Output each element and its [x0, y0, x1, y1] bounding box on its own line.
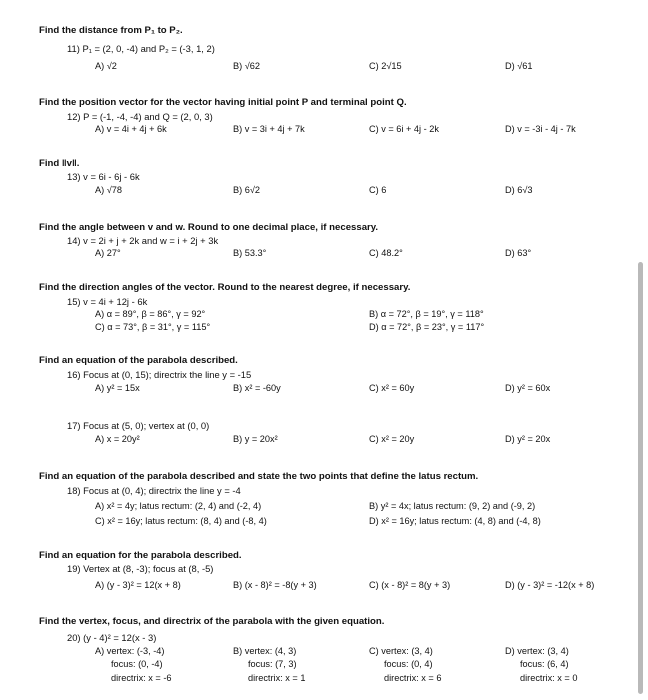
- question-11: 11) P₁ = (2, 0, -4) and P₂ = (-3, 1, 2): [67, 43, 215, 54]
- option-d: D) 63°: [505, 248, 532, 258]
- question-12: 12) P = (-1, -4, -4) and Q = (2, 0, 3): [67, 111, 213, 122]
- option-b: B) y² = 4x; latus rectum: (9, 2) and (-9, 2): [369, 501, 536, 511]
- option-a: A) 27°: [95, 248, 121, 258]
- option-b-directrix: directrix: x = 1: [248, 673, 306, 683]
- option-a-vertex: A) vertex: (-3, -4): [95, 646, 165, 656]
- option-b: B) 6√2: [233, 185, 261, 195]
- option-a: A) x² = 4y; latus rectum: (2, 4) and (-2, 4): [95, 501, 262, 511]
- option-c: C) α = 73°, β = 31°, γ = 115°: [95, 322, 211, 332]
- option-b: B) α = 72°, β = 19°, γ = 118°: [369, 309, 484, 319]
- option-b-vertex: B) vertex: (4, 3): [233, 646, 297, 656]
- option-c: C) x² = 16y; latus rectum: (8, 4) and (-8, 4): [95, 516, 267, 526]
- option-a: A) y² = 15x: [95, 383, 140, 393]
- section-header: Find ‖v‖.: [39, 158, 80, 169]
- option-a: A) √78: [95, 185, 123, 195]
- option-a-focus: focus: (0, -4): [111, 659, 163, 669]
- option-d: D) √61: [505, 61, 533, 71]
- scrollbar-thumb[interactable]: [638, 262, 643, 694]
- option-d: D) (y - 3)² = -12(x + 8): [505, 580, 595, 590]
- question-17: 17) Focus at (5, 0); vertex at (0, 0): [67, 420, 210, 431]
- option-a: A) (y - 3)² = 12(x + 8): [95, 580, 181, 590]
- option-d: D) α = 72°, β = 23°, γ = 117°: [369, 322, 485, 332]
- option-c: C) x² = 60y: [369, 383, 415, 393]
- option-c-directrix: directrix: x = 6: [384, 673, 442, 683]
- option-d-directrix: directrix: x = 0: [520, 673, 578, 683]
- section-header: Find the direction angles of the vector. Round to the nearest degree, if necessary.: [39, 282, 411, 293]
- option-b: B) 53.3°: [233, 248, 267, 258]
- option-d-vertex: D) vertex: (3, 4): [505, 646, 569, 656]
- question-15: 15) v = 4i + 12j - 6k: [67, 296, 148, 307]
- section-header: Find the angle between v and w. Round to one decimal place, if necessary.: [39, 222, 379, 233]
- section-header: Find the vertex, focus, and directrix of the parabola with the given equation.: [39, 616, 385, 627]
- option-a: A) α = 89°, β = 86°, γ = 92°: [95, 309, 206, 319]
- option-d: D) v = -3i - 4j - 7k: [505, 124, 576, 134]
- option-c: C) (x - 8)² = 8(y + 3): [369, 580, 451, 590]
- section-header: Find an equation for the parabola described.: [39, 550, 242, 561]
- option-c: C) 2√15: [369, 61, 402, 71]
- option-c: C) x² = 20y: [369, 434, 415, 444]
- option-d-focus: focus: (6, 4): [520, 659, 569, 669]
- option-c-vertex: C) vertex: (3, 4): [369, 646, 433, 656]
- question-19: 19) Vertex at (8, -3); focus at (8, -5): [67, 563, 214, 574]
- section-header: Find an equation of the parabola described and state the two points that define the latus rectum.: [39, 471, 479, 482]
- question-20: 20) (y - 4)² = 12(x - 3): [67, 632, 157, 643]
- option-c: C) v = 6i + 4j - 2k: [369, 124, 439, 134]
- question-16: 16) Focus at (0, 15); directrix the line y = -15: [67, 369, 252, 380]
- option-b: B) (x - 8)² = -8(y + 3): [233, 580, 317, 590]
- option-c-focus: focus: (0, 4): [384, 659, 433, 669]
- option-a: A) √2: [95, 61, 117, 71]
- option-b: B) √62: [233, 61, 261, 71]
- option-b: B) x² = -60y: [233, 383, 281, 393]
- option-a: A) x = 20y²: [95, 434, 140, 444]
- option-d: D) y² = 20x: [505, 434, 551, 444]
- option-c: C) 6: [369, 185, 387, 195]
- option-c: C) 48.2°: [369, 248, 403, 258]
- option-a: A) v = 4i + 4j + 6k: [95, 124, 167, 134]
- option-b: B) y = 20x²: [233, 434, 278, 444]
- question-13: 13) v = 6i - 6j - 6k: [67, 171, 140, 182]
- question-14: 14) v = 2i + j + 2k and w = i + 2j + 3k: [67, 235, 219, 246]
- option-d: D) x² = 16y; latus rectum: (4, 8) and (-4, 8): [369, 516, 541, 526]
- section-header: Find an equation of the parabola described.: [39, 355, 238, 366]
- option-d: D) 6√3: [505, 185, 533, 195]
- section-header: Find the distance from P₁ to P₂.: [39, 25, 183, 36]
- section-header: Find the position vector for the vector having initial point P and terminal point Q.: [39, 97, 407, 108]
- option-b: B) v = 3i + 4j + 7k: [233, 124, 305, 134]
- option-a-directrix: directrix: x = -6: [111, 673, 172, 683]
- question-18: 18) Focus at (0, 4); directrix the line y = -4: [67, 485, 241, 496]
- option-d: D) y² = 60x: [505, 383, 551, 393]
- option-b-focus: focus: (7, 3): [248, 659, 297, 669]
